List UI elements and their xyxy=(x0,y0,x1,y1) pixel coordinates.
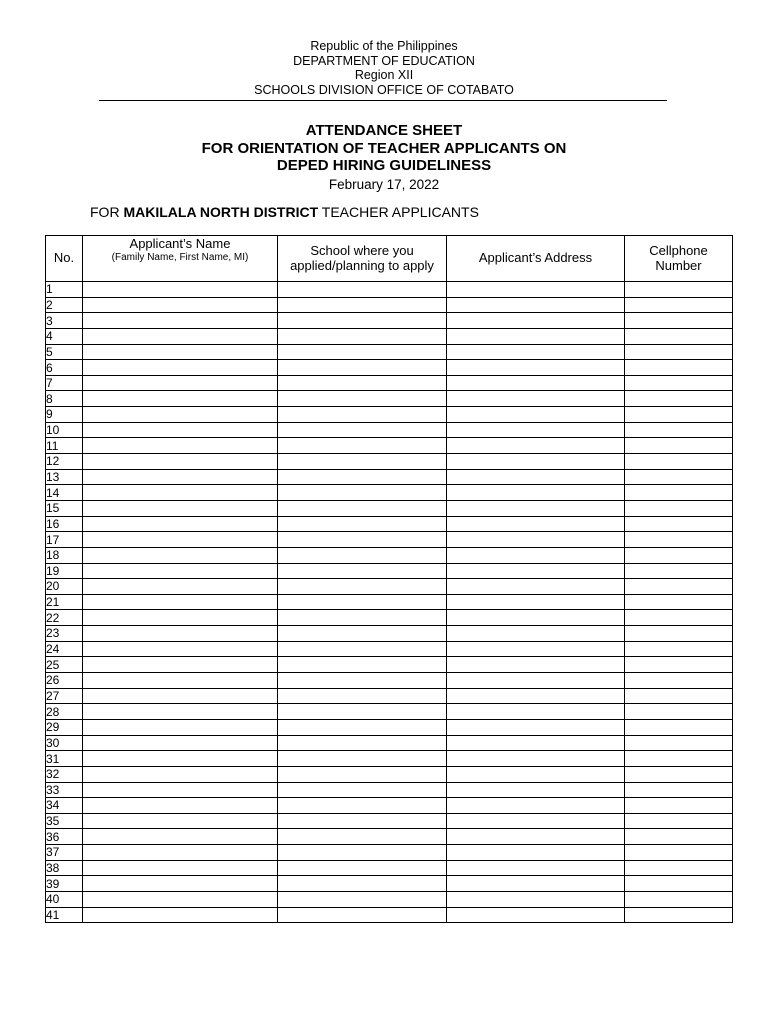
table-row xyxy=(46,704,733,720)
name-cell[interactable] xyxy=(83,688,278,704)
row-number: 35 xyxy=(46,813,83,829)
address-cell[interactable] xyxy=(447,532,625,548)
address-cell[interactable] xyxy=(447,375,625,391)
cellphone-cell[interactable] xyxy=(625,454,733,470)
address-cell[interactable] xyxy=(447,766,625,782)
cellphone-cell[interactable] xyxy=(625,375,733,391)
header-address: Applicant’s Address xyxy=(447,236,625,282)
row-number: 14 xyxy=(46,485,83,501)
table-row xyxy=(46,735,733,751)
row-number: 34 xyxy=(46,798,83,814)
row-number: 6 xyxy=(46,360,83,376)
table-row xyxy=(46,516,733,532)
address-cell[interactable] xyxy=(447,813,625,829)
address-cell[interactable] xyxy=(447,500,625,516)
name-cell[interactable] xyxy=(83,532,278,548)
school-cell[interactable] xyxy=(278,657,447,673)
name-cell[interactable] xyxy=(83,829,278,845)
table-row xyxy=(46,500,733,516)
name-cell[interactable] xyxy=(83,860,278,876)
school-cell[interactable] xyxy=(278,751,447,767)
school-cell[interactable] xyxy=(278,313,447,329)
address-cell[interactable] xyxy=(447,422,625,438)
school-cell[interactable] xyxy=(278,516,447,532)
address-cell[interactable] xyxy=(447,751,625,767)
row-number: 30 xyxy=(46,735,83,751)
name-cell[interactable] xyxy=(83,313,278,329)
name-cell[interactable] xyxy=(83,641,278,657)
row-number: 11 xyxy=(46,438,83,454)
address-cell[interactable] xyxy=(447,891,625,907)
address-cell[interactable] xyxy=(447,391,625,407)
table-row xyxy=(46,313,733,329)
row-number: 23 xyxy=(46,626,83,642)
address-cell[interactable] xyxy=(447,829,625,845)
row-number: 31 xyxy=(46,751,83,767)
cellphone-cell[interactable] xyxy=(625,282,733,298)
name-cell[interactable] xyxy=(83,735,278,751)
address-cell[interactable] xyxy=(447,563,625,579)
address-cell[interactable] xyxy=(447,407,625,423)
table-row xyxy=(46,907,733,923)
row-number: 7 xyxy=(46,375,83,391)
cellphone-cell[interactable] xyxy=(625,313,733,329)
row-number: 16 xyxy=(46,516,83,532)
name-cell[interactable] xyxy=(83,673,278,689)
row-number: 17 xyxy=(46,532,83,548)
name-cell[interactable] xyxy=(83,563,278,579)
header-applicant-name-label: Applicant’s Name xyxy=(129,236,231,251)
header-applicant-name-hint: (Family Name, First Name, MI) xyxy=(111,251,249,263)
table-row xyxy=(46,469,733,485)
cellphone-cell[interactable] xyxy=(625,360,733,376)
table-row xyxy=(46,391,733,407)
name-cell[interactable] xyxy=(83,907,278,923)
table-row xyxy=(46,375,733,391)
row-number: 18 xyxy=(46,547,83,563)
table-row xyxy=(46,845,733,861)
cellphone-cell[interactable] xyxy=(625,532,733,548)
cellphone-cell[interactable] xyxy=(625,876,733,892)
cellphone-cell[interactable] xyxy=(625,407,733,423)
school-cell[interactable] xyxy=(278,719,447,735)
name-cell[interactable] xyxy=(83,782,278,798)
document-title: ATTENDANCE SHEET xyxy=(305,122,463,139)
document-subtitle-line-2: DEPED HIRING GUIDELINESS xyxy=(276,157,492,174)
name-cell[interactable] xyxy=(83,751,278,767)
address-cell[interactable] xyxy=(447,579,625,595)
school-cell[interactable] xyxy=(278,626,447,642)
cellphone-cell[interactable] xyxy=(625,422,733,438)
row-number: 33 xyxy=(46,782,83,798)
school-cell[interactable] xyxy=(278,282,447,298)
row-number: 10 xyxy=(46,422,83,438)
school-cell[interactable] xyxy=(278,907,447,923)
address-cell[interactable] xyxy=(447,907,625,923)
row-number: 24 xyxy=(46,641,83,657)
table-row xyxy=(46,438,733,454)
row-number: 27 xyxy=(46,688,83,704)
address-cell[interactable] xyxy=(447,328,625,344)
address-cell[interactable] xyxy=(447,594,625,610)
cellphone-cell[interactable] xyxy=(625,594,733,610)
school-cell[interactable] xyxy=(278,704,447,720)
address-cell[interactable] xyxy=(447,610,625,626)
cellphone-cell[interactable] xyxy=(625,438,733,454)
row-number: 38 xyxy=(46,860,83,876)
table-row xyxy=(46,297,733,313)
document-date: February 17, 2022 xyxy=(328,176,440,192)
row-number: 20 xyxy=(46,579,83,595)
cellphone-cell[interactable] xyxy=(625,547,733,563)
document-title-block xyxy=(0,122,768,193)
school-cell[interactable] xyxy=(278,610,447,626)
address-cell[interactable] xyxy=(447,297,625,313)
cellphone-cell[interactable] xyxy=(625,766,733,782)
row-number: 29 xyxy=(46,719,83,735)
table-row xyxy=(46,563,733,579)
row-number: 40 xyxy=(46,891,83,907)
address-cell[interactable] xyxy=(447,673,625,689)
school-cell[interactable] xyxy=(278,454,447,470)
document-subtitle-line-1: FOR ORIENTATION OF TEACHER APPLICANTS ON xyxy=(201,139,567,157)
address-cell[interactable] xyxy=(447,735,625,751)
table-row xyxy=(46,344,733,360)
table-row xyxy=(46,876,733,892)
letterhead xyxy=(0,39,768,97)
school-cell[interactable] xyxy=(278,579,447,595)
cellphone-cell[interactable] xyxy=(625,516,733,532)
name-cell[interactable] xyxy=(83,704,278,720)
school-cell[interactable] xyxy=(278,782,447,798)
table-row xyxy=(46,688,733,704)
name-cell[interactable] xyxy=(83,328,278,344)
school-cell[interactable] xyxy=(278,563,447,579)
name-cell[interactable] xyxy=(83,813,278,829)
name-cell[interactable] xyxy=(83,610,278,626)
row-number: 21 xyxy=(46,594,83,610)
cellphone-cell[interactable] xyxy=(625,344,733,360)
row-number: 28 xyxy=(46,704,83,720)
school-cell[interactable] xyxy=(278,641,447,657)
letterhead-department: DEPARTMENT OF EDUCATION xyxy=(293,53,475,68)
row-number: 41 xyxy=(46,907,83,923)
name-cell[interactable] xyxy=(83,344,278,360)
address-cell[interactable] xyxy=(447,704,625,720)
school-cell[interactable] xyxy=(278,594,447,610)
name-cell[interactable] xyxy=(83,516,278,532)
address-cell[interactable] xyxy=(447,360,625,376)
header-school: School where you applied/planning to apply xyxy=(278,236,447,282)
row-number: 36 xyxy=(46,829,83,845)
table-row xyxy=(46,360,733,376)
school-cell[interactable] xyxy=(278,360,447,376)
name-cell[interactable] xyxy=(83,876,278,892)
table-row xyxy=(46,610,733,626)
school-cell[interactable] xyxy=(278,485,447,501)
name-cell[interactable] xyxy=(83,594,278,610)
cellphone-cell[interactable] xyxy=(625,751,733,767)
table-row xyxy=(46,766,733,782)
name-cell[interactable] xyxy=(83,297,278,313)
name-cell[interactable] xyxy=(83,798,278,814)
school-cell[interactable] xyxy=(278,860,447,876)
school-cell[interactable] xyxy=(278,688,447,704)
row-number: 3 xyxy=(46,313,83,329)
row-number: 22 xyxy=(46,610,83,626)
table-row xyxy=(46,751,733,767)
cellphone-cell[interactable] xyxy=(625,813,733,829)
school-cell[interactable] xyxy=(278,547,447,563)
name-cell[interactable] xyxy=(83,407,278,423)
table-row xyxy=(46,422,733,438)
row-number: 2 xyxy=(46,297,83,313)
table-row xyxy=(46,813,733,829)
applicant-group-line xyxy=(90,204,479,220)
address-cell[interactable] xyxy=(447,845,625,861)
school-cell[interactable] xyxy=(278,532,447,548)
cellphone-cell[interactable] xyxy=(625,469,733,485)
row-number: 37 xyxy=(46,845,83,861)
cellphone-cell[interactable] xyxy=(625,391,733,407)
cellphone-cell[interactable] xyxy=(625,485,733,501)
name-cell[interactable] xyxy=(83,438,278,454)
header-no: No. xyxy=(46,236,83,282)
school-cell[interactable] xyxy=(278,500,447,516)
table-row xyxy=(46,798,733,814)
table-row xyxy=(46,829,733,845)
cellphone-cell[interactable] xyxy=(625,563,733,579)
for-prefix: FOR xyxy=(90,204,120,220)
address-cell[interactable] xyxy=(447,485,625,501)
cellphone-cell[interactable] xyxy=(625,735,733,751)
school-cell[interactable] xyxy=(278,735,447,751)
school-cell[interactable] xyxy=(278,328,447,344)
table-row xyxy=(46,532,733,548)
school-cell[interactable] xyxy=(278,407,447,423)
table-row xyxy=(46,673,733,689)
name-cell[interactable] xyxy=(83,391,278,407)
school-cell[interactable] xyxy=(278,422,447,438)
school-cell[interactable] xyxy=(278,829,447,845)
school-cell[interactable] xyxy=(278,673,447,689)
row-number: 26 xyxy=(46,673,83,689)
table-row xyxy=(46,282,733,298)
row-number: 1 xyxy=(46,282,83,298)
table-row xyxy=(46,719,733,735)
row-number: 19 xyxy=(46,563,83,579)
row-number: 32 xyxy=(46,766,83,782)
name-cell[interactable] xyxy=(83,626,278,642)
row-number: 8 xyxy=(46,391,83,407)
table-row xyxy=(46,594,733,610)
name-cell[interactable] xyxy=(83,282,278,298)
name-cell[interactable] xyxy=(83,469,278,485)
name-cell[interactable] xyxy=(83,422,278,438)
address-cell[interactable] xyxy=(447,798,625,814)
address-cell[interactable] xyxy=(447,282,625,298)
table-body xyxy=(46,282,733,923)
cellphone-cell[interactable] xyxy=(625,782,733,798)
cellphone-cell[interactable] xyxy=(625,579,733,595)
row-number: 4 xyxy=(46,328,83,344)
header-divider xyxy=(99,100,667,101)
row-number: 13 xyxy=(46,469,83,485)
cellphone-cell[interactable] xyxy=(625,626,733,642)
address-cell[interactable] xyxy=(447,782,625,798)
row-number: 25 xyxy=(46,657,83,673)
cellphone-cell[interactable] xyxy=(625,610,733,626)
address-cell[interactable] xyxy=(447,657,625,673)
table-row xyxy=(46,641,733,657)
table-row xyxy=(46,579,733,595)
address-cell[interactable] xyxy=(447,313,625,329)
name-cell[interactable] xyxy=(83,547,278,563)
address-cell[interactable] xyxy=(447,516,625,532)
cellphone-cell[interactable] xyxy=(625,328,733,344)
school-cell[interactable] xyxy=(278,469,447,485)
school-cell[interactable] xyxy=(278,845,447,861)
table-row xyxy=(46,891,733,907)
cellphone-cell[interactable] xyxy=(625,845,733,861)
letterhead-division-office: SCHOOLS DIVISION OFFICE OF COTABATO xyxy=(254,82,514,97)
cellphone-cell[interactable] xyxy=(625,704,733,720)
table-row xyxy=(46,454,733,470)
school-cell[interactable] xyxy=(278,375,447,391)
cellphone-cell[interactable] xyxy=(625,657,733,673)
address-cell[interactable] xyxy=(447,860,625,876)
cellphone-cell[interactable] xyxy=(625,907,733,923)
row-number: 12 xyxy=(46,454,83,470)
cellphone-cell[interactable] xyxy=(625,891,733,907)
row-number: 9 xyxy=(46,407,83,423)
name-cell[interactable] xyxy=(83,845,278,861)
name-cell[interactable] xyxy=(83,375,278,391)
school-cell[interactable] xyxy=(278,766,447,782)
cellphone-cell[interactable] xyxy=(625,641,733,657)
address-cell[interactable] xyxy=(447,719,625,735)
school-cell[interactable] xyxy=(278,297,447,313)
for-suffix: TEACHER APPLICANTS xyxy=(321,204,479,220)
table-header-row xyxy=(46,236,733,282)
row-number: 5 xyxy=(46,344,83,360)
name-cell[interactable] xyxy=(83,500,278,516)
address-cell[interactable] xyxy=(447,547,625,563)
name-cell[interactable] xyxy=(83,766,278,782)
school-cell[interactable] xyxy=(278,438,447,454)
name-cell[interactable] xyxy=(83,657,278,673)
address-cell[interactable] xyxy=(447,626,625,642)
table-row xyxy=(46,782,733,798)
address-cell[interactable] xyxy=(447,344,625,360)
name-cell[interactable] xyxy=(83,579,278,595)
school-cell[interactable] xyxy=(278,391,447,407)
name-cell[interactable] xyxy=(83,891,278,907)
school-cell[interactable] xyxy=(278,813,447,829)
row-number: 39 xyxy=(46,876,83,892)
name-cell[interactable] xyxy=(83,485,278,501)
cellphone-cell[interactable] xyxy=(625,719,733,735)
cellphone-cell[interactable] xyxy=(625,798,733,814)
cellphone-cell[interactable] xyxy=(625,673,733,689)
attendance-table xyxy=(45,235,733,923)
school-cell[interactable] xyxy=(278,344,447,360)
cellphone-cell[interactable] xyxy=(625,688,733,704)
address-cell[interactable] xyxy=(447,438,625,454)
cellphone-cell[interactable] xyxy=(625,500,733,516)
address-cell[interactable] xyxy=(447,876,625,892)
table-row xyxy=(46,547,733,563)
name-cell[interactable] xyxy=(83,360,278,376)
letterhead-region: Region XII xyxy=(354,68,414,82)
table-row xyxy=(46,328,733,344)
district-name: MAKILALA NORTH DISTRICT xyxy=(123,204,319,220)
cellphone-cell[interactable] xyxy=(625,860,733,876)
cellphone-cell[interactable] xyxy=(625,829,733,845)
address-cell[interactable] xyxy=(447,641,625,657)
address-cell[interactable] xyxy=(447,454,625,470)
school-cell[interactable] xyxy=(278,891,447,907)
address-cell[interactable] xyxy=(447,688,625,704)
header-applicant-name xyxy=(83,236,278,282)
table-row xyxy=(46,407,733,423)
table-row xyxy=(46,657,733,673)
table-row xyxy=(46,485,733,501)
table-row xyxy=(46,860,733,876)
school-cell[interactable] xyxy=(278,876,447,892)
name-cell[interactable] xyxy=(83,719,278,735)
address-cell[interactable] xyxy=(447,469,625,485)
school-cell[interactable] xyxy=(278,798,447,814)
letterhead-republic: Republic of the Philippines xyxy=(310,39,458,53)
cellphone-cell[interactable] xyxy=(625,297,733,313)
header-cellphone: Cellphone Number xyxy=(625,236,733,282)
table-row xyxy=(46,626,733,642)
row-number: 15 xyxy=(46,500,83,516)
name-cell[interactable] xyxy=(83,454,278,470)
